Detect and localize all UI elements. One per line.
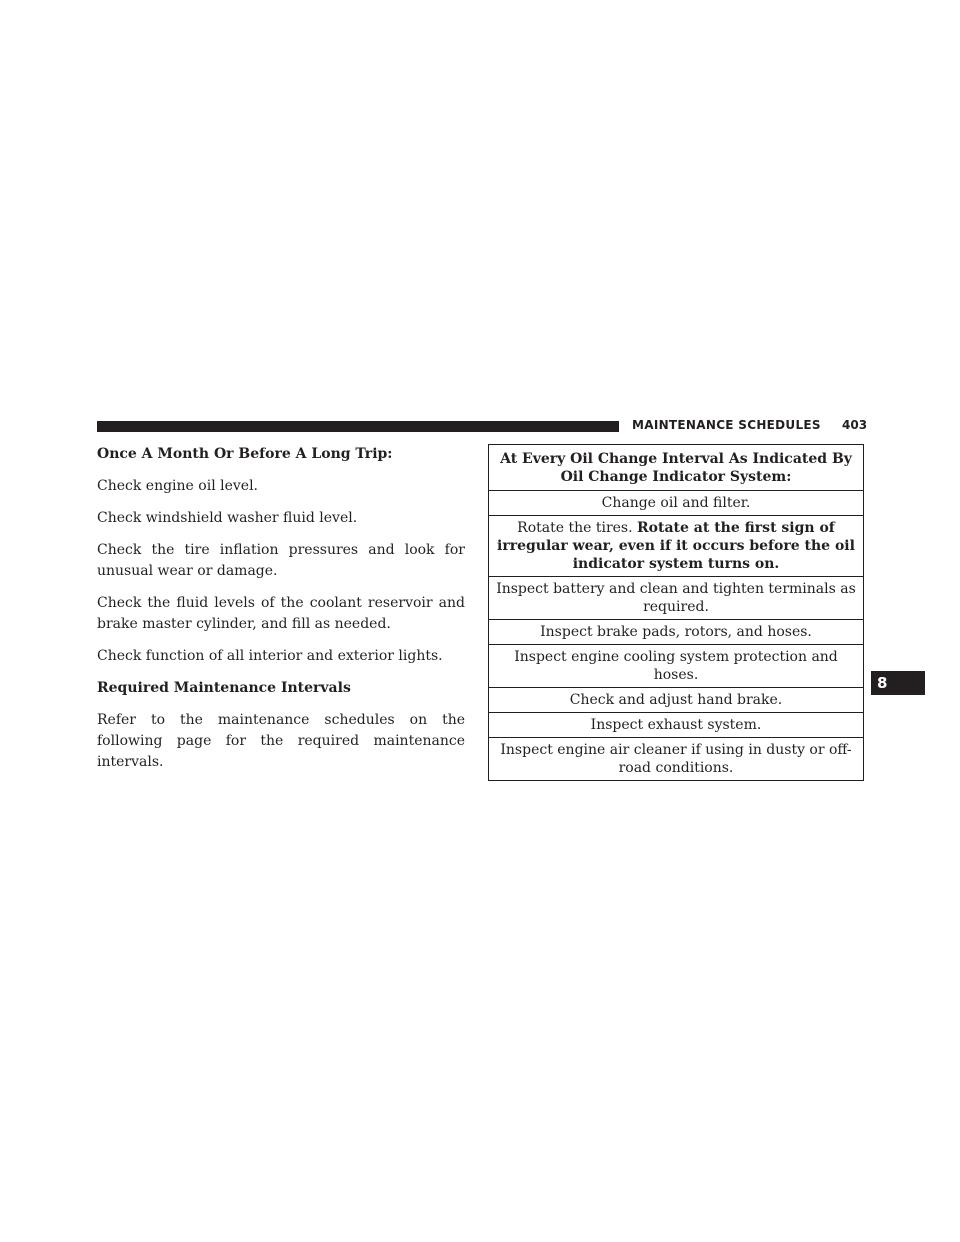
header-rule bbox=[97, 421, 619, 432]
table-row bbox=[489, 516, 864, 577]
table-row: Check and adjust hand brake. bbox=[489, 688, 864, 713]
rotate-tires-text: Rotate the tires. bbox=[517, 520, 633, 536]
oil-change-table bbox=[488, 444, 864, 781]
monthly-item: Check the fluid levels of the coolant reservoir and brake master cylinder, and fill as needed. bbox=[97, 595, 465, 632]
table-row: Inspect battery and clean and tighten terminals as required. bbox=[489, 577, 864, 620]
rotate-tires-note: Rotate at the first sign of irregular wear, even if it occurs before the oil indicator system turns on. bbox=[497, 520, 855, 572]
monthly-item: Check windshield washer fluid level. bbox=[97, 510, 358, 526]
monthly-item: Check engine oil level. bbox=[97, 478, 258, 494]
table-row: Inspect brake pads, rotors, and hoses. bbox=[489, 620, 864, 645]
table-header: At Every Oil Change Interval As Indicated By Oil Change Indicator System: bbox=[489, 445, 864, 491]
page-number: 403 bbox=[842, 418, 868, 432]
heading-intervals: Required Maintenance Intervals bbox=[97, 680, 351, 696]
chapter-tab: 8 bbox=[871, 671, 925, 695]
monthly-item: Check function of all interior and exterior lights. bbox=[97, 648, 443, 664]
table-row: Inspect engine air cleaner if using in dusty or off-road conditions. bbox=[489, 738, 864, 781]
heading-monthly: Once A Month Or Before A Long Trip: bbox=[97, 446, 393, 462]
intervals-text: Refer to the maintenance schedules on the following page for the required maintenance intervals. bbox=[97, 712, 465, 770]
table-row: Inspect engine cooling system protection and hoses. bbox=[489, 645, 864, 688]
section-title: MAINTENANCE SCHEDULES bbox=[632, 418, 821, 432]
table-row: Change oil and filter. bbox=[489, 491, 864, 516]
table-row: Inspect exhaust system. bbox=[489, 713, 864, 738]
left-column bbox=[97, 444, 465, 784]
monthly-item: Check the tire inflation pressures and look for unusual wear or damage. bbox=[97, 542, 465, 579]
